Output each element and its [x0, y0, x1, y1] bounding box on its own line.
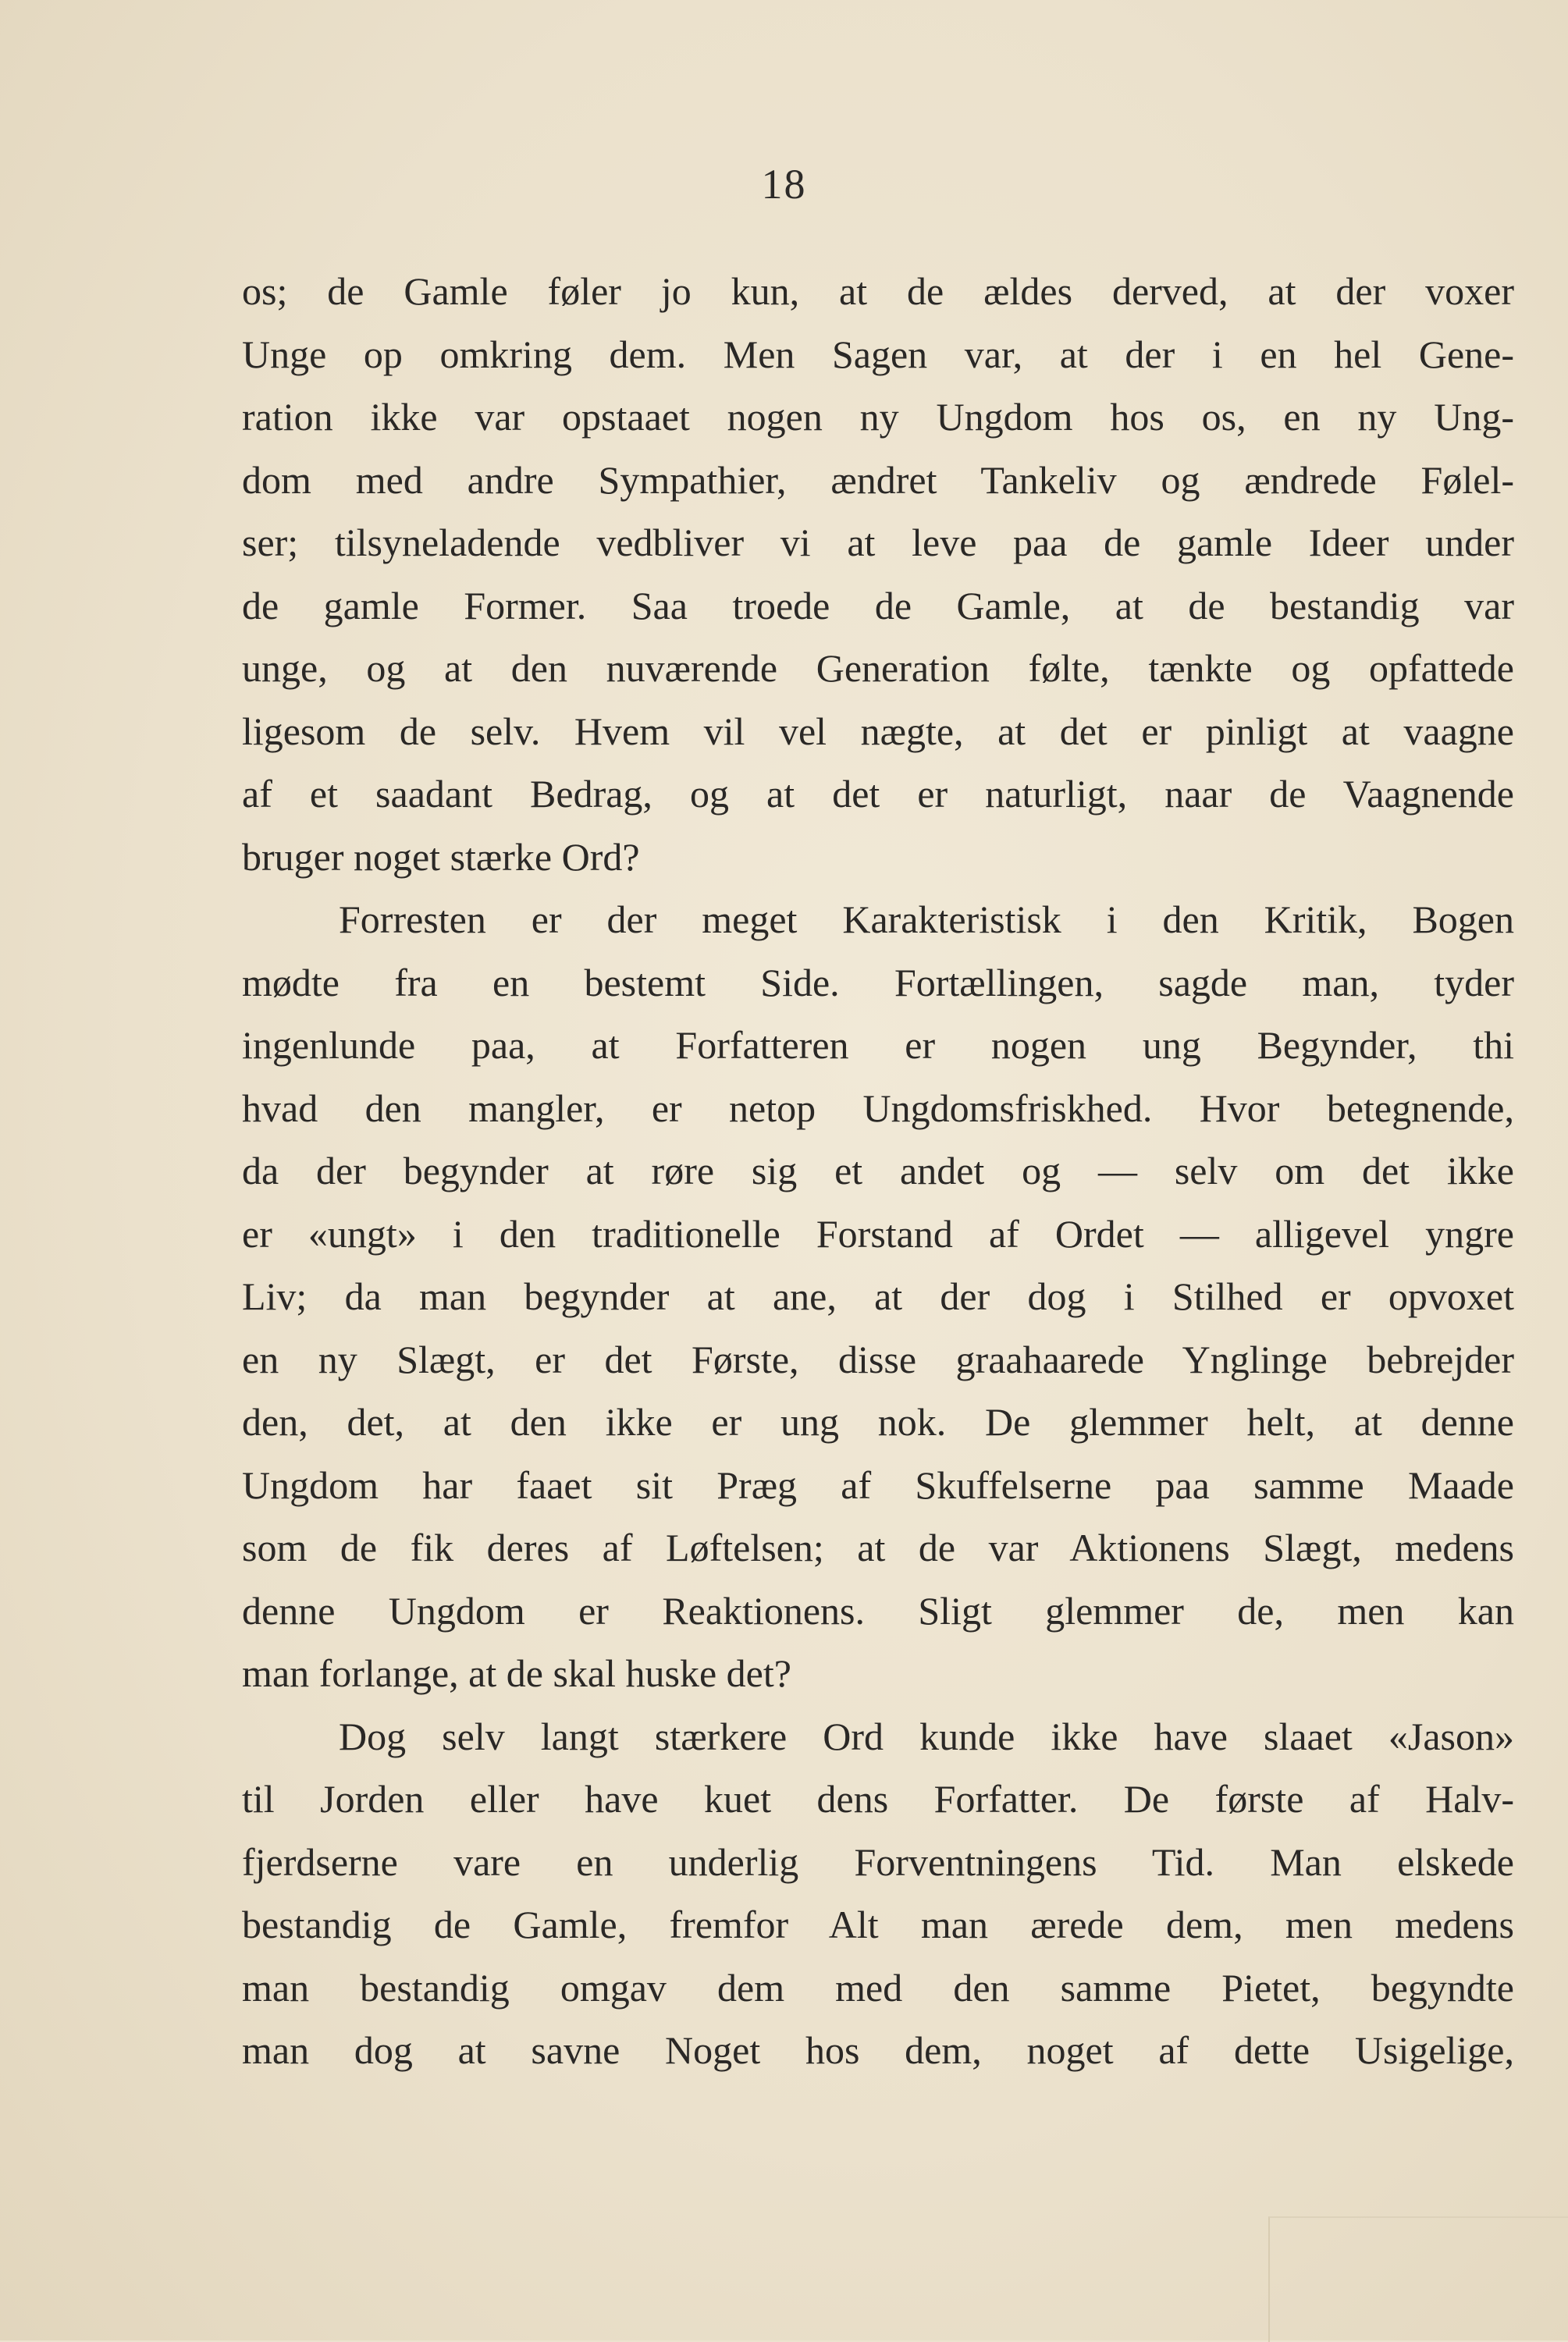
text-line: ser; tilsyneladende vedbliver vi at leve paa de gamle Ideer under — [242, 521, 1514, 564]
text-line: ligesom de selv. Hvem vil vel nægte, at det er pinligt at vaagne — [242, 709, 1514, 753]
text-line: ration ikke var opstaaet nogen ny Ungdom hos os, en ny Ung- — [242, 395, 1514, 439]
paragraph-start-line: Dog selv langt stærkere Ord kunde ikke have slaaet «Jason» — [339, 1714, 1514, 1758]
text-line: bruger noget stærke Ord? — [242, 834, 640, 879]
body-text — [242, 260, 1514, 2082]
text-line: os; de Gamle føler jo kun, at de ældes derved, at der voxer — [242, 269, 1514, 313]
text-line: af et saadant Bedrag, og at det er naturligt, naar de Vaagnende — [242, 772, 1514, 816]
text-line: man bestandig omgav dem med den samme Pietet, begyndte — [242, 1965, 1514, 2010]
text-line: den, det, at den ikke er ung nok. De glemmer helt, at denne — [242, 1400, 1514, 1444]
text-line: da der begynder at røre sig et andet og — selv om det ikke — [242, 1149, 1514, 1192]
text-line: man forlange, at de skal huske det? — [242, 1651, 791, 1695]
text-line: dom med andre Sympathier, ændret Tankeliv og ændrede Følel- — [242, 457, 1514, 502]
text-line: Liv; da man begynder at ane, at der dog i Stilhed er opvoxet — [242, 1274, 1514, 1318]
text-line: man dog at savne Noget hos dem, noget af dette Usigelige, — [242, 2028, 1514, 2072]
text-line: fjerdserne vare en underlig Forventningens Tid. Man elskede — [242, 1839, 1514, 1884]
text-line: denne Ungdom er Reaktionens. Sligt glemmer de, men kan — [242, 1588, 1514, 1633]
text-line: Unge op omkring dem. Men Sagen var, at der i en hel Gene- — [242, 332, 1514, 376]
page-corner-mark — [1268, 2216, 1568, 2342]
text-line: unge, og at den nuværende Generation følte, tænkte og opfattede — [242, 646, 1514, 690]
text-line: er «ungt» i den traditionelle Forstand af Ordet — alligevel yngre — [242, 1211, 1514, 1256]
text-line: de gamle Former. Saa troede de Gamle, at de bestandig var — [242, 583, 1514, 627]
text-line: som de fik deres af Løftelsen; at de var Aktionens Slægt, medens — [242, 1526, 1514, 1569]
text-line: ingenlunde paa, at Forfatteren er nogen ung Begynder, thi — [242, 1023, 1514, 1067]
text-line: til Jorden eller have kuet dens Forfatter. De første af Halv- — [242, 1777, 1514, 1821]
text-line: en ny Slægt, er det Første, disse graahaarede Ynglinge bebrejder — [242, 1337, 1514, 1381]
paragraph-start-line: Forresten er der meget Karakteristisk i den Kritik, Bogen — [339, 897, 1514, 941]
text-line: Ungdom har faaet sit Præg af Skuffelserne paa samme Maade — [242, 1462, 1514, 1507]
text-line: bestandig de Gamle, fremfor Alt man ærede dem, men medens — [242, 1903, 1514, 1946]
text-line: hvad den mangler, er netop Ungdomsfriskhed. Hvor betegnende, — [242, 1086, 1514, 1130]
page-number: 18 — [761, 161, 807, 208]
text-line: mødte fra en bestemt Side. Fortællingen, sagde man, tyder — [242, 960, 1514, 1004]
